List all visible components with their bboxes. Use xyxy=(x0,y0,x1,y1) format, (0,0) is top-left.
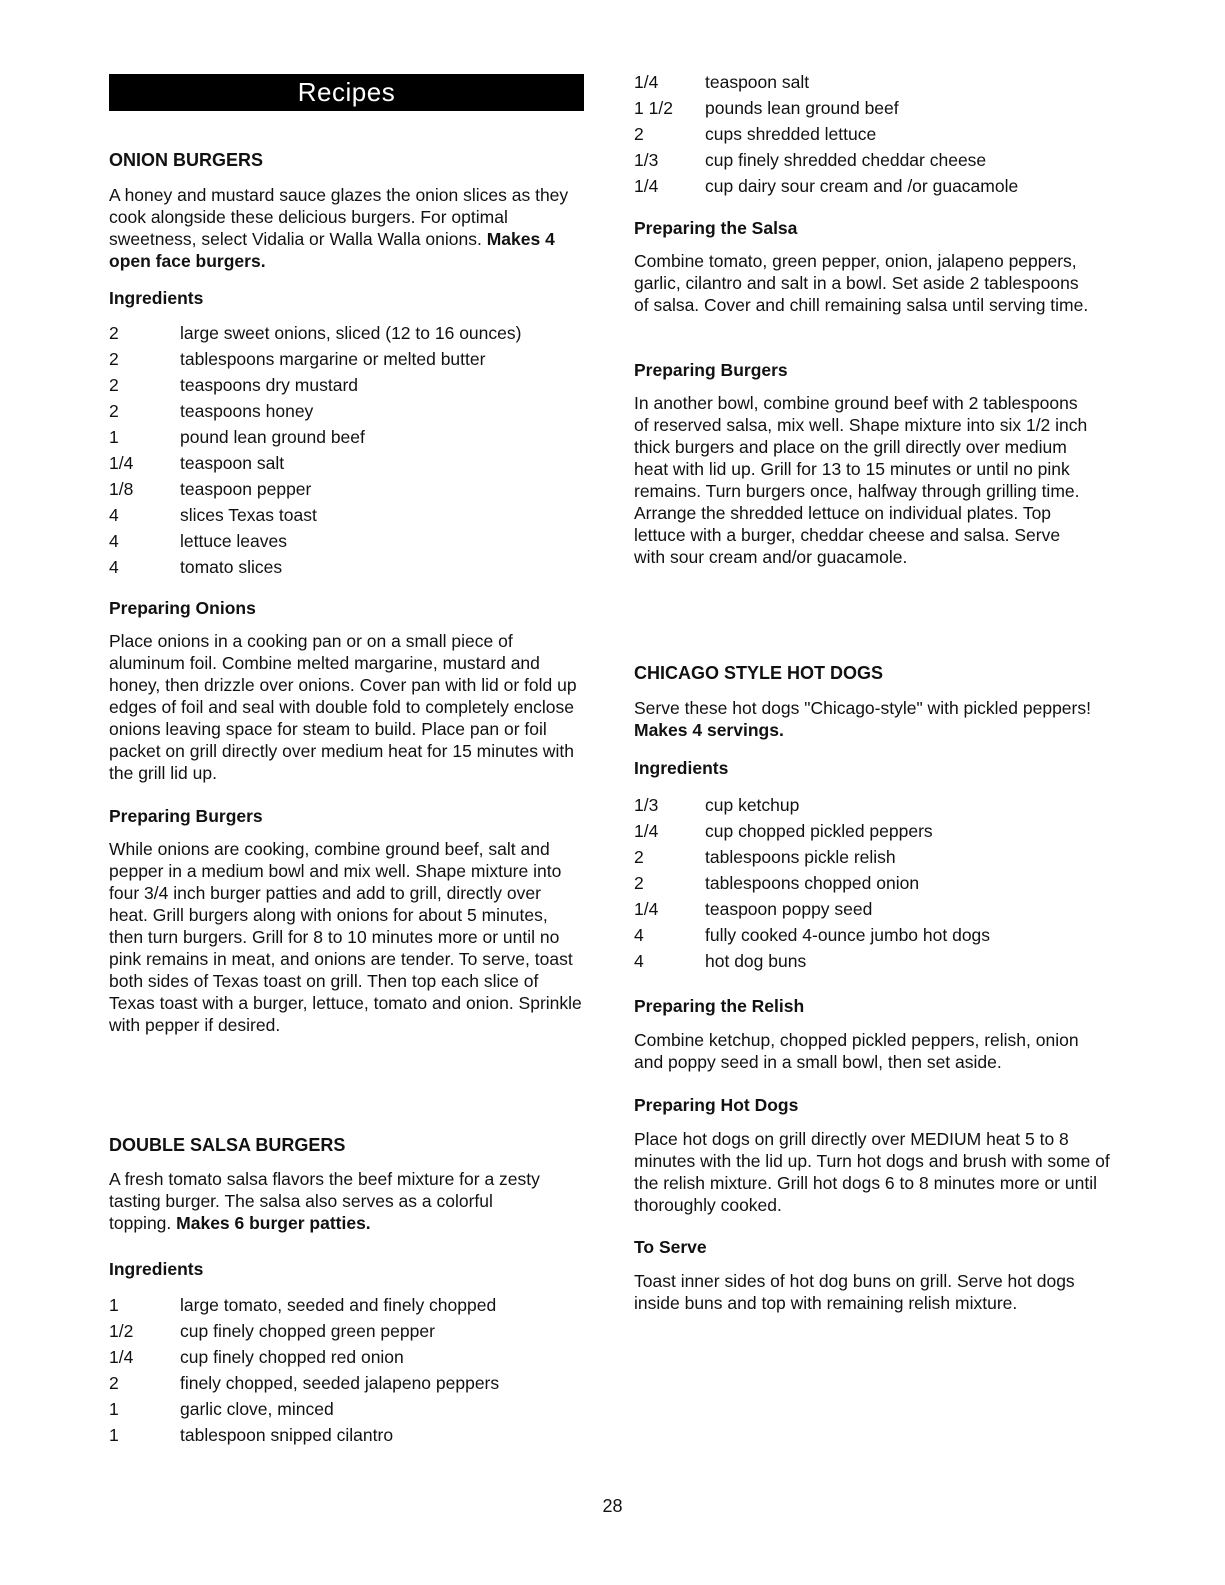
ingredient-qty: 1/3 xyxy=(634,150,659,170)
ingredient-item: tablespoon snipped cilantro xyxy=(180,1425,394,1445)
page-number: 28 xyxy=(602,1496,623,1516)
recipe-intro xyxy=(634,697,1114,741)
ingredients-list xyxy=(634,792,1114,974)
ingredient-qty: 4 xyxy=(109,557,119,577)
ingredient-item: large tomato, seeded and finely chopped xyxy=(180,1295,497,1315)
ingredient-item: teaspoon salt xyxy=(180,453,285,473)
ingredient-row xyxy=(109,1422,584,1448)
ingredient-item: teaspoons honey xyxy=(180,401,314,421)
ingredient-item: teaspoon salt xyxy=(705,72,810,92)
ingredient-qty: 1 1/2 xyxy=(634,98,673,118)
preparing-burgers-text: While onions are cooking, combine ground beef, salt and pepper in a medium bowl and mix well. Shape mixture into four 3/4 inch burger patties and add to grill, directly over heat. Grill burgers along with onions for about 5 minutes, then turn burgers. Grill for 8 to 10 minutes more or until no pink remains in meat, and onions are tender. To serve, toast both sides of Texas toast on grill. Then top each slice of Texas toast with a burger, lettuce, tomato and onion. Sprinkle with pepper if desired. xyxy=(109,839,582,1035)
ingredient-row xyxy=(634,844,1114,870)
ingredient-row xyxy=(634,948,1114,974)
ingredient-row xyxy=(109,1318,584,1344)
ingredient-row xyxy=(109,450,584,476)
to-serve-text: Toast inner sides of hot dog buns on grill. Serve hot dogs inside buns and top with remaining relish mixture. xyxy=(634,1271,1075,1313)
intro-text: A honey and mustard sauce glazes the onion slices as they cook alongside these delicious burgers. For optimal sweetness, select Vidalia or Walla Walla onions. xyxy=(109,185,569,249)
to-serve-heading: To Serve xyxy=(634,1237,707,1257)
ingredients-list-continued xyxy=(634,69,1114,199)
intro-text: A fresh tomato salsa flavors the beef mixture for a zesty tasting burger. The salsa also serves as a colorful topping. xyxy=(109,1169,540,1233)
ingredient-row xyxy=(109,1396,584,1422)
intro-text: Serve these hot dogs "Chicago-style" with pickled peppers! xyxy=(634,698,1091,718)
ingredient-qty: 2 xyxy=(109,349,119,369)
ingredient-item: teaspoon poppy seed xyxy=(705,899,873,919)
ingredient-row xyxy=(109,1344,584,1370)
ingredient-qty: 1 xyxy=(109,1295,119,1315)
ingredient-item: cup ketchup xyxy=(705,795,800,815)
ingredient-qty: 2 xyxy=(634,124,644,144)
recipe-intro xyxy=(109,1168,549,1234)
recipe-title: ONION BURGERS xyxy=(109,150,264,170)
ingredient-row xyxy=(634,147,1114,173)
ingredient-item: tablespoons pickle relish xyxy=(705,847,896,867)
section-title: Recipes xyxy=(297,77,396,107)
ingredient-qty: 1 xyxy=(109,1425,119,1445)
ingredient-item: pound lean ground beef xyxy=(180,427,365,447)
yield-text: Makes 6 burger patties. xyxy=(176,1213,371,1233)
ingredient-item: tablespoons margarine or melted butter xyxy=(180,349,486,369)
ingredient-qty: 1/4 xyxy=(634,72,659,92)
ingredient-item: cup finely shredded cheddar cheese xyxy=(705,150,987,170)
ingredient-qty: 1/3 xyxy=(634,795,659,815)
ingredient-row xyxy=(634,896,1114,922)
ingredient-qty: 1/2 xyxy=(109,1321,134,1341)
ingredient-qty: 1 xyxy=(109,427,119,447)
ingredient-row xyxy=(109,372,584,398)
section-header-bar xyxy=(109,74,584,111)
preparing-burgers-heading: Preparing Burgers xyxy=(109,806,263,826)
ingredient-qty: 2 xyxy=(634,847,644,867)
ingredients-heading: Ingredients xyxy=(109,288,204,308)
recipe-title: DOUBLE SALSA BURGERS xyxy=(109,1135,346,1155)
ingredient-item: finely chopped, seeded jalapeno peppers xyxy=(180,1373,500,1393)
yield-text: Makes 4 servings. xyxy=(634,720,784,740)
ingredients-heading: Ingredients xyxy=(634,758,729,778)
ingredient-item: garlic clove, minced xyxy=(180,1399,334,1419)
yield-text: Makes 4 open face burgers. xyxy=(109,229,555,271)
ingredient-item: cups shredded lettuce xyxy=(705,124,877,144)
ingredient-row xyxy=(109,528,584,554)
ingredient-item: teaspoons dry mustard xyxy=(180,375,359,395)
ingredient-row xyxy=(634,870,1114,896)
recipe-title: CHICAGO STYLE HOT DOGS xyxy=(634,663,884,683)
ingredient-item: cup chopped pickled peppers xyxy=(705,821,933,841)
ingredient-item: fully cooked 4-ounce jumbo hot dogs xyxy=(705,925,991,945)
ingredient-item: large sweet onions, sliced (12 to 16 ounces) xyxy=(180,323,522,343)
ingredient-row xyxy=(109,346,584,372)
ingredient-row xyxy=(109,424,584,450)
ingredient-item: hot dog buns xyxy=(705,951,807,971)
ingredient-item: cup finely chopped green pepper xyxy=(180,1321,435,1341)
ingredient-row xyxy=(634,95,1114,121)
ingredient-qty: 1/4 xyxy=(109,1347,134,1367)
preparing-hot-dogs-heading: Preparing Hot Dogs xyxy=(634,1095,799,1115)
ingredient-row xyxy=(634,69,1114,95)
ingredient-row xyxy=(634,173,1114,199)
ingredient-row xyxy=(109,502,584,528)
ingredient-qty: 4 xyxy=(634,951,644,971)
ingredient-qty: 1/4 xyxy=(634,176,659,196)
ingredient-item: cup dairy sour cream and /or guacamole xyxy=(705,176,1019,196)
ingredient-item: lettuce leaves xyxy=(180,531,288,551)
preparing-relish-text: Combine ketchup, chopped pickled peppers, relish, onion and poppy seed in a small bowl, then set aside. xyxy=(634,1030,1079,1072)
ingredient-item: slices Texas toast xyxy=(180,505,317,525)
ingredient-qty: 1/8 xyxy=(109,479,134,499)
ingredient-item: cup finely chopped red onion xyxy=(180,1347,404,1367)
ingredient-row xyxy=(109,1370,584,1396)
ingredients-list xyxy=(109,320,584,580)
preparing-salsa-heading: Preparing the Salsa xyxy=(634,218,798,238)
ingredient-row xyxy=(109,476,584,502)
ingredient-row xyxy=(634,121,1114,147)
ingredient-row xyxy=(109,398,584,424)
ingredient-qty: 1 xyxy=(109,1399,119,1419)
ingredient-row xyxy=(109,320,584,346)
preparing-onions-text: Place onions in a cooking pan or on a small piece of aluminum foil. Combine melted margarine, mustard and honey, then drizzle over onions. Cover pan with lid or fold up edges of foil and seal with double fold to completely enclose onions leaving space for steam to build. Place pan or foil packet on grill directly over medium heat for 15 minutes with the grill lid up. xyxy=(109,631,577,783)
ingredient-row xyxy=(634,818,1114,844)
ingredient-item: pounds lean ground beef xyxy=(705,98,899,118)
ingredient-qty: 1/4 xyxy=(634,899,659,919)
recipe-intro xyxy=(109,184,579,272)
ingredient-item: tablespoons chopped onion xyxy=(705,873,920,893)
ingredient-row xyxy=(634,922,1114,948)
ingredient-qty: 2 xyxy=(109,401,119,421)
ingredient-qty: 2 xyxy=(109,323,119,343)
ingredient-item: teaspoon pepper xyxy=(180,479,312,499)
preparing-relish-heading: Preparing the Relish xyxy=(634,996,805,1016)
ingredients-list xyxy=(109,1292,584,1448)
ingredient-qty: 1/4 xyxy=(634,821,659,841)
ingredient-qty: 2 xyxy=(634,873,644,893)
ingredient-row xyxy=(109,1292,584,1318)
ingredients-heading: Ingredients xyxy=(109,1259,204,1279)
preparing-burgers-heading: Preparing Burgers xyxy=(634,360,788,380)
preparing-onions-heading: Preparing Onions xyxy=(109,598,256,618)
ingredient-qty: 2 xyxy=(109,1373,119,1393)
ingredient-qty: 4 xyxy=(109,505,119,525)
ingredient-item: tomato slices xyxy=(180,557,283,577)
ingredient-row xyxy=(109,554,584,580)
preparing-salsa-text: Combine tomato, green pepper, onion, jalapeno peppers, garlic, cilantro and salt in a bowl. Set aside 2 tablespoons of salsa. Cover and chill remaining salsa until serving time. xyxy=(634,251,1089,315)
ingredient-row xyxy=(634,792,1114,818)
ingredient-qty: 4 xyxy=(634,925,644,945)
preparing-burgers-text: In another bowl, combine ground beef with 2 tablespoons of reserved salsa, mix well. Shape mixture into six 1/2 inch thick burgers and place on the grill directly over medium heat with lid up. Grill for 13 to 15 minutes or until no pink remains. Turn burgers once, halfway through grilling time. Arrange the shredded lettuce on individual plates. Top lettuce with a burger, cheddar cheese and salsa. Serve with sour cream and/or guacamole. xyxy=(634,393,1088,567)
preparing-hot-dogs-text: Place hot dogs on grill directly over MEDIUM heat 5 to 8 minutes with the lid up. Turn hot dogs and brush with some of the relish mixture. Grill hot dogs 6 to 8 minutes more or until thoroughly cooked. xyxy=(634,1129,1110,1215)
ingredient-qty: 1/4 xyxy=(109,453,134,473)
ingredient-qty: 4 xyxy=(109,531,119,551)
ingredient-qty: 2 xyxy=(109,375,119,395)
